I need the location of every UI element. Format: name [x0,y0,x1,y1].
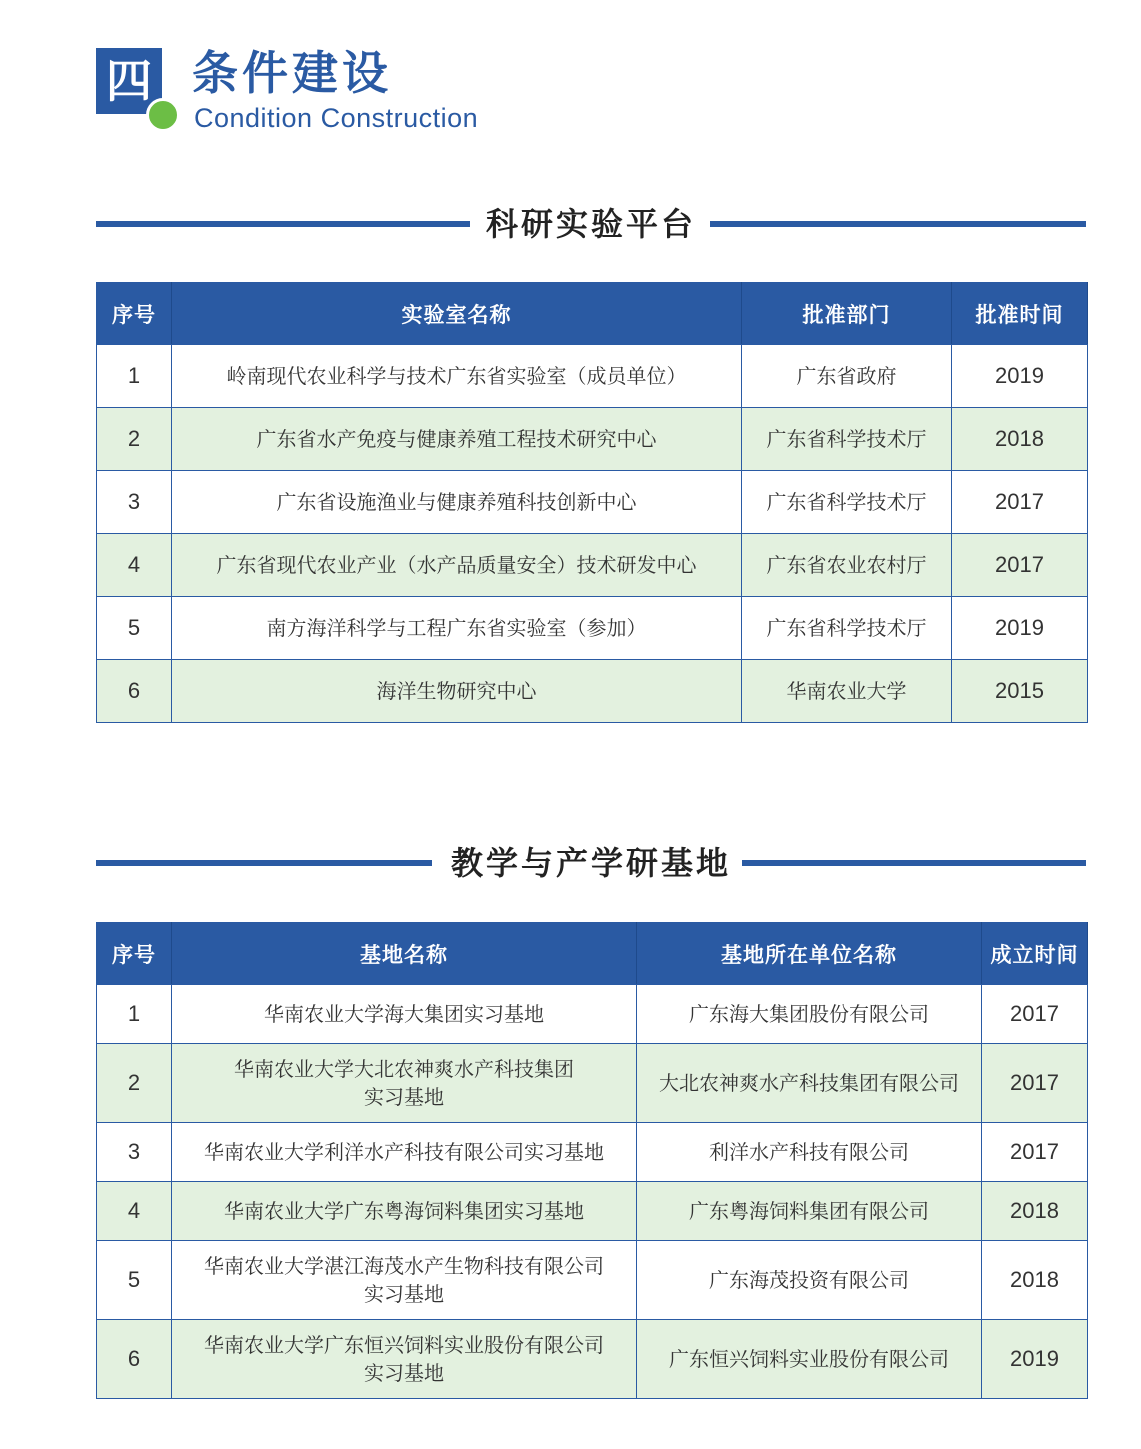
established-year: 2017 [982,985,1088,1044]
column-header: 实验室名称 [172,283,742,345]
host-unit: 广东恒兴饲料实业股份有限公司 [637,1320,982,1399]
base-name-line: 华南农业大学湛江海茂水产生物科技有限公司 [204,1254,604,1278]
host-unit: 大北农神爽水产科技集团有限公司 [637,1044,982,1123]
base-name-line: 实习基地 [364,1282,444,1306]
table-header-row [97,283,1088,345]
base-name-line: 实习基地 [364,1361,444,1385]
approving-department: 广东省农业农村厅 [742,534,952,597]
section-title-label: 教学与产学研基地 [450,844,731,882]
table-row [97,1182,1088,1241]
section-title-label: 科研实验平台 [485,205,696,243]
base-name-line: 华南农业大学海大集团实习基地 [264,1002,544,1026]
established-year: 2018 [982,1182,1088,1241]
lab-name: 南方海洋科学与工程广东省实验室（参加） [172,597,742,660]
base-name-line: 华南农业大学利洋水产科技有限公司实习基地 [204,1140,604,1164]
host-unit: 广东海茂投资有限公司 [637,1241,982,1320]
column-header: 批准时间 [952,283,1088,345]
column-header: 成立时间 [982,923,1088,985]
host-unit: 利洋水产科技有限公司 [637,1123,982,1182]
column-header: 基地名称 [172,923,637,985]
row-number: 3 [97,471,172,534]
table-row [97,1320,1088,1399]
approval-year: 2015 [952,660,1088,723]
table-row [97,1123,1088,1182]
base-name [172,1241,637,1320]
established-year: 2017 [982,1044,1088,1123]
base-name-line: 华南农业大学广东恒兴饲料实业股份有限公司 [204,1333,604,1357]
row-number: 5 [97,1241,172,1320]
table-row [97,597,1088,660]
lab-name: 岭南现代农业科学与技术广东省实验室（成员单位） [172,345,742,408]
lab-name: 广东省水产免疫与健康养殖工程技术研究中心 [172,408,742,471]
table-row [97,985,1088,1044]
table-row [97,345,1088,408]
row-number: 6 [97,1320,172,1399]
approval-year: 2019 [952,345,1088,408]
table-row [97,1241,1088,1320]
established-year: 2018 [982,1241,1088,1320]
row-number: 2 [97,408,172,471]
base-name-line: 华南农业大学大北农神爽水产科技集团 [234,1057,574,1081]
table-row [97,408,1088,471]
row-number: 2 [97,1044,172,1123]
page-title-en: Condition Construction [194,103,479,133]
column-header: 序号 [97,283,172,345]
approving-department: 广东省政府 [742,345,952,408]
column-header: 序号 [97,923,172,985]
table-row [97,534,1088,597]
base-name [172,1182,637,1241]
established-year: 2019 [982,1320,1088,1399]
teaching-bases-table [96,922,1088,1399]
lab-name: 广东省现代农业产业（水产品质量安全）技术研发中心 [172,534,742,597]
page-title-cn: 条件建设 [192,46,392,100]
table-row [97,1044,1088,1123]
green-dot-icon [146,98,180,132]
approving-department: 华南农业大学 [742,660,952,723]
row-number: 1 [97,345,172,408]
section-title-research-platforms [96,204,1086,244]
base-name-line: 华南农业大学广东粤海饲料集团实习基地 [224,1199,584,1223]
section-number-badge: 四 [96,48,162,114]
host-unit: 广东粤海饲料集团有限公司 [637,1182,982,1241]
lab-name: 广东省设施渔业与健康养殖科技创新中心 [172,471,742,534]
table-row [97,660,1088,723]
research-platforms-table [96,282,1088,723]
base-name [172,985,637,1044]
base-name-line: 实习基地 [364,1085,444,1109]
row-number: 4 [97,1182,172,1241]
lab-name: 海洋生物研究中心 [172,660,742,723]
row-number: 5 [97,597,172,660]
base-name [172,1044,637,1123]
row-number: 1 [97,985,172,1044]
approving-department: 广东省科学技术厅 [742,471,952,534]
section-title-teaching-bases [96,843,1086,883]
approval-year: 2017 [952,534,1088,597]
approving-department: 广东省科学技术厅 [742,597,952,660]
approval-year: 2018 [952,408,1088,471]
table-header-row [97,923,1088,985]
approval-year: 2019 [952,597,1088,660]
row-number: 6 [97,660,172,723]
table-row [97,471,1088,534]
base-name [172,1320,637,1399]
row-number: 4 [97,534,172,597]
column-header: 批准部门 [742,283,952,345]
host-unit: 广东海大集团股份有限公司 [637,985,982,1044]
approval-year: 2017 [952,471,1088,534]
row-number: 3 [97,1123,172,1182]
approving-department: 广东省科学技术厅 [742,408,952,471]
column-header: 基地所在单位名称 [637,923,982,985]
base-name [172,1123,637,1182]
established-year: 2017 [982,1123,1088,1182]
